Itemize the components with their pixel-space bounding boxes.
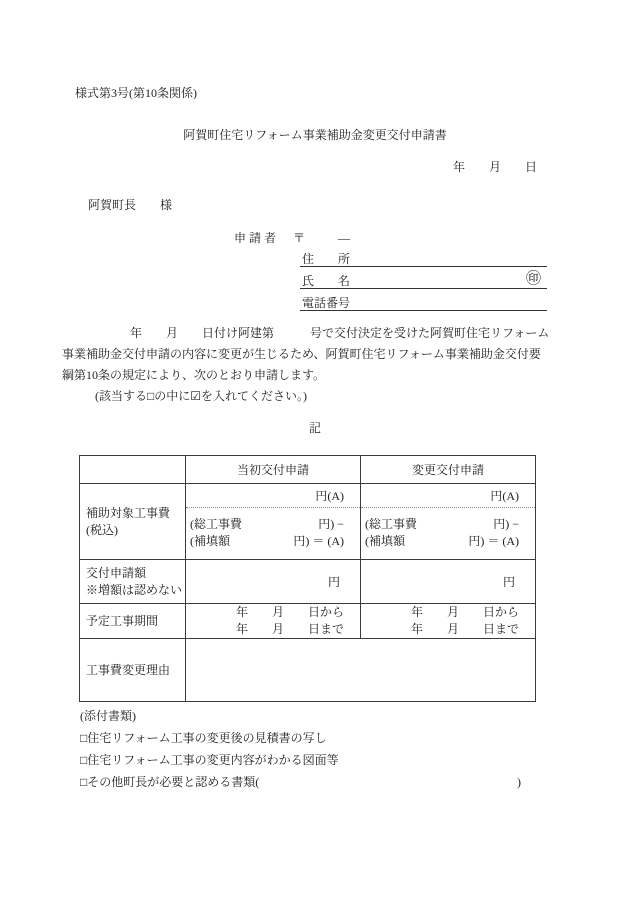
table-row	[80, 604, 536, 639]
body-paragraph	[62, 323, 562, 407]
attachment-checkbox-item[interactable]: □住宅リフォーム工事の変更内容がわかる図面等	[80, 753, 339, 767]
applicant-label: 申 請 者	[234, 231, 277, 245]
row-label-construction-cost: 補助対象工事費 (税込)	[80, 484, 186, 560]
period-from: 年 月 日から	[235, 605, 344, 619]
formula-offset-label: (補填額	[365, 534, 405, 548]
formula-total-unit: 円) −	[318, 517, 344, 531]
page-title: 阿賀町住宅リフォーム事業補助金変更交付申請書	[183, 128, 447, 142]
attachments-section	[80, 705, 521, 793]
attachment-checkbox-item[interactable]: □住宅リフォーム工事の変更後の見積書の写し	[80, 731, 327, 745]
body-line: 年 月 日付け阿建第 号で交付決定を受けた阿賀町住宅リフォーム	[130, 326, 550, 340]
cost-formula	[361, 508, 535, 550]
phone-label: 電話番号	[302, 296, 351, 310]
body-line: 事業補助金交付申請の内容に変更が生じるため、阿賀町住宅リフォーム事業補助金交付要	[62, 347, 541, 361]
amount-cell-initial[interactable]: 円	[186, 560, 361, 604]
yen-a-field: 円(A)	[186, 484, 360, 508]
date-line: 年 月 日	[452, 160, 537, 174]
row-label-application-amount: 交付申請額 ※増額は認めない	[80, 560, 186, 604]
cost-cell-change[interactable]	[361, 484, 536, 560]
postal-code-dash: ―	[338, 231, 351, 245]
formula-offset-label: (補填額	[190, 534, 230, 548]
period-to: 年 月 日まで	[410, 622, 519, 636]
column-header-initial: 当初交付申請	[186, 456, 361, 484]
formula-offset-unit: 円) ＝ (A)	[293, 534, 344, 548]
ki-heading: 記	[308, 421, 321, 435]
period-to: 年 月 日まで	[235, 622, 344, 636]
period-cell-change[interactable]	[361, 604, 536, 639]
attachment-close-paren: )	[517, 775, 521, 789]
table-row	[80, 484, 536, 560]
address-label: 住 所	[302, 252, 351, 266]
period-cell-initial[interactable]	[186, 604, 361, 639]
yen-a-field: 円(A)	[361, 484, 535, 508]
table-row	[80, 560, 536, 604]
postal-mark: 〒	[293, 231, 306, 245]
formula-offset-unit: 円) ＝ (A)	[468, 534, 519, 548]
cost-formula	[186, 508, 360, 550]
phone-fill-line[interactable]	[300, 294, 547, 311]
attachment-other-label: □その他町長が必要と認める書類(	[80, 775, 260, 789]
attachments-heading: (添付書類)	[80, 709, 136, 723]
name-fill-line[interactable]	[300, 272, 547, 289]
formula-total-label: (総工事費	[365, 517, 417, 531]
applicant-row	[234, 229, 350, 246]
form-number: 様式第3号(第10条関係)	[75, 86, 197, 100]
body-line: 綱第10条の規定により、次のとおり申請します。	[62, 368, 326, 382]
attachment-checkbox-item[interactable]	[80, 771, 521, 793]
address-fill-line[interactable]	[300, 250, 547, 267]
name-label: 氏 名	[302, 274, 351, 288]
column-header-change: 変更交付申請	[361, 456, 536, 484]
seal-icon: ㊞	[525, 271, 541, 287]
checkbox-instruction: (該当する□の中に☑を入れてください。)	[95, 389, 307, 403]
formula-total-unit: 円) −	[493, 517, 519, 531]
period-from: 年 月 日から	[410, 605, 519, 619]
table-header-row	[80, 456, 536, 484]
table-row	[80, 639, 536, 702]
formula-total-label: (総工事費	[190, 517, 242, 531]
table-corner-cell	[80, 456, 186, 484]
amount-cell-change[interactable]: 円	[361, 560, 536, 604]
row-label-construction-period: 予定工事期間	[80, 604, 186, 639]
row-label-change-reason: 工事費変更理由	[80, 639, 186, 702]
cost-cell-initial[interactable]	[186, 484, 361, 560]
addressee: 阿賀町長 様	[88, 198, 173, 212]
application-table	[79, 455, 536, 702]
change-reason-cell[interactable]	[186, 639, 536, 702]
